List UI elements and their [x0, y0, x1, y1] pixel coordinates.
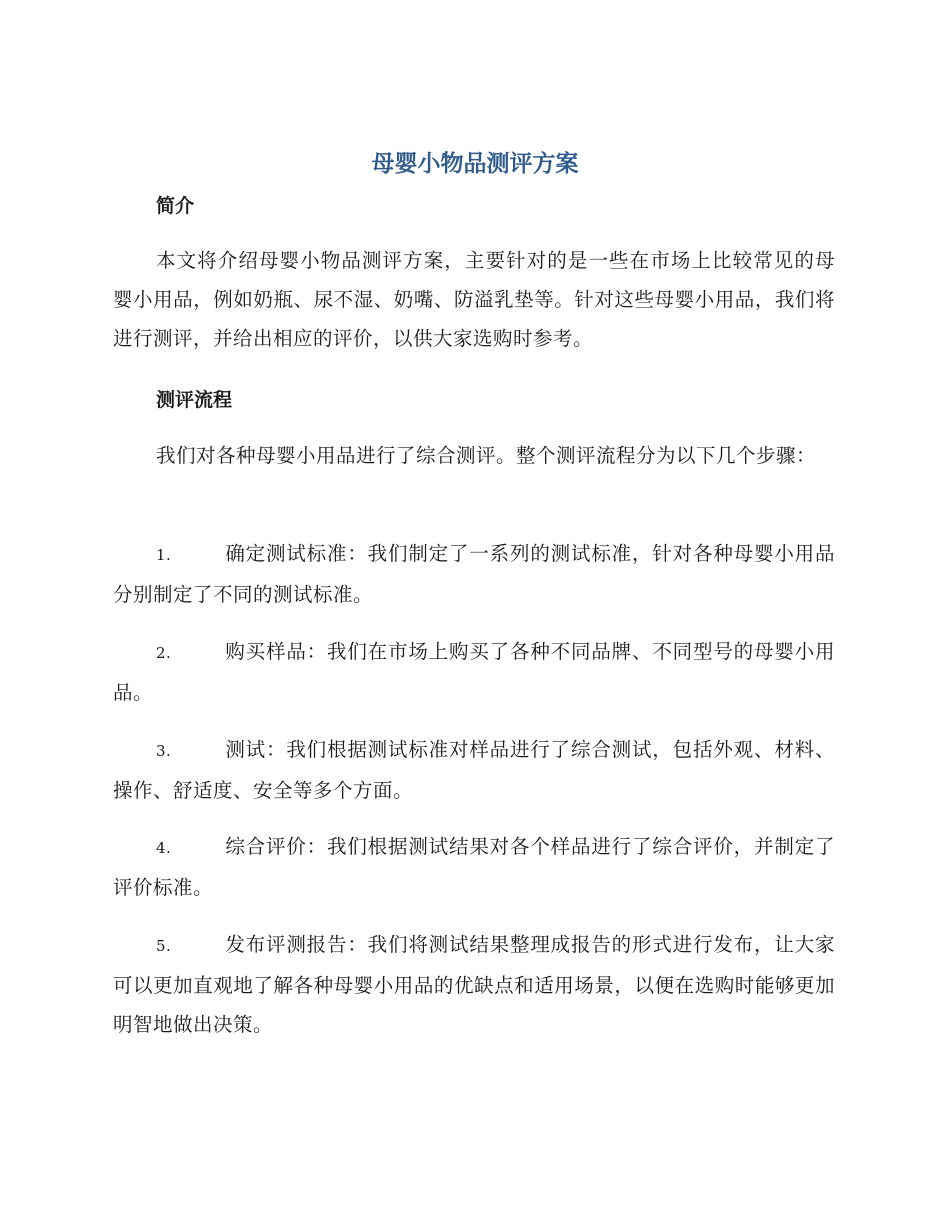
list-item-number: 2. [156, 644, 172, 662]
process-intro-paragraph: 我们对各种母婴小用品进行了综合测评。整个测评流程分为以下几个步骤： [156, 444, 817, 467]
list-item-text: 测试：我们根据测试标准对样品进行了综合测试，包括外观、材料、操作、舒适度、安全等多个方面。 [113, 738, 835, 802]
list-item [113, 632, 835, 712]
list-item [113, 730, 835, 810]
list-item-text: 确定测试标准：我们制定了一系列的测试标准，针对各种母婴小用品分别制定了不同的测试标准。 [113, 542, 835, 606]
list-item-number: 3. [156, 742, 172, 760]
intro-paragraph: 本文将介绍母婴小物品测评方案，主要针对的是一些在市场上比较常见的母婴小用品，例如奶瓶、尿不湿、奶嘴、防溢乳垫等。针对这些母婴小用品，我们将进行测评，并给出相应的评价，以供大家选购时参考。 [113, 249, 835, 350]
list-item-text: 发布评测报告：我们将测试结果整理成报告的形式进行发布，让大家可以更加直观地了解各种母婴小用品的优缺点和适用场景，以便在选购时能够更加明智地做出决策。 [113, 933, 835, 1036]
list-item-text: 购买样品：我们在市场上购买了各种不同品牌、不同型号的母婴小用品。 [113, 640, 835, 704]
section-heading-process: 测评流程 [156, 389, 233, 411]
list-item [113, 925, 835, 1044]
list-item [113, 534, 835, 614]
document-title: 母婴小物品测评方案 [371, 151, 579, 177]
list-item-number: 4. [156, 839, 172, 857]
list-item-number: 1. [156, 546, 172, 564]
list-item [113, 827, 835, 907]
list-item-text: 综合评价：我们根据测试结果对各个样品进行了综合评价，并制定了评价标准。 [113, 835, 835, 899]
section-heading-intro: 简介 [156, 195, 195, 217]
list-item-number: 5. [156, 937, 172, 955]
